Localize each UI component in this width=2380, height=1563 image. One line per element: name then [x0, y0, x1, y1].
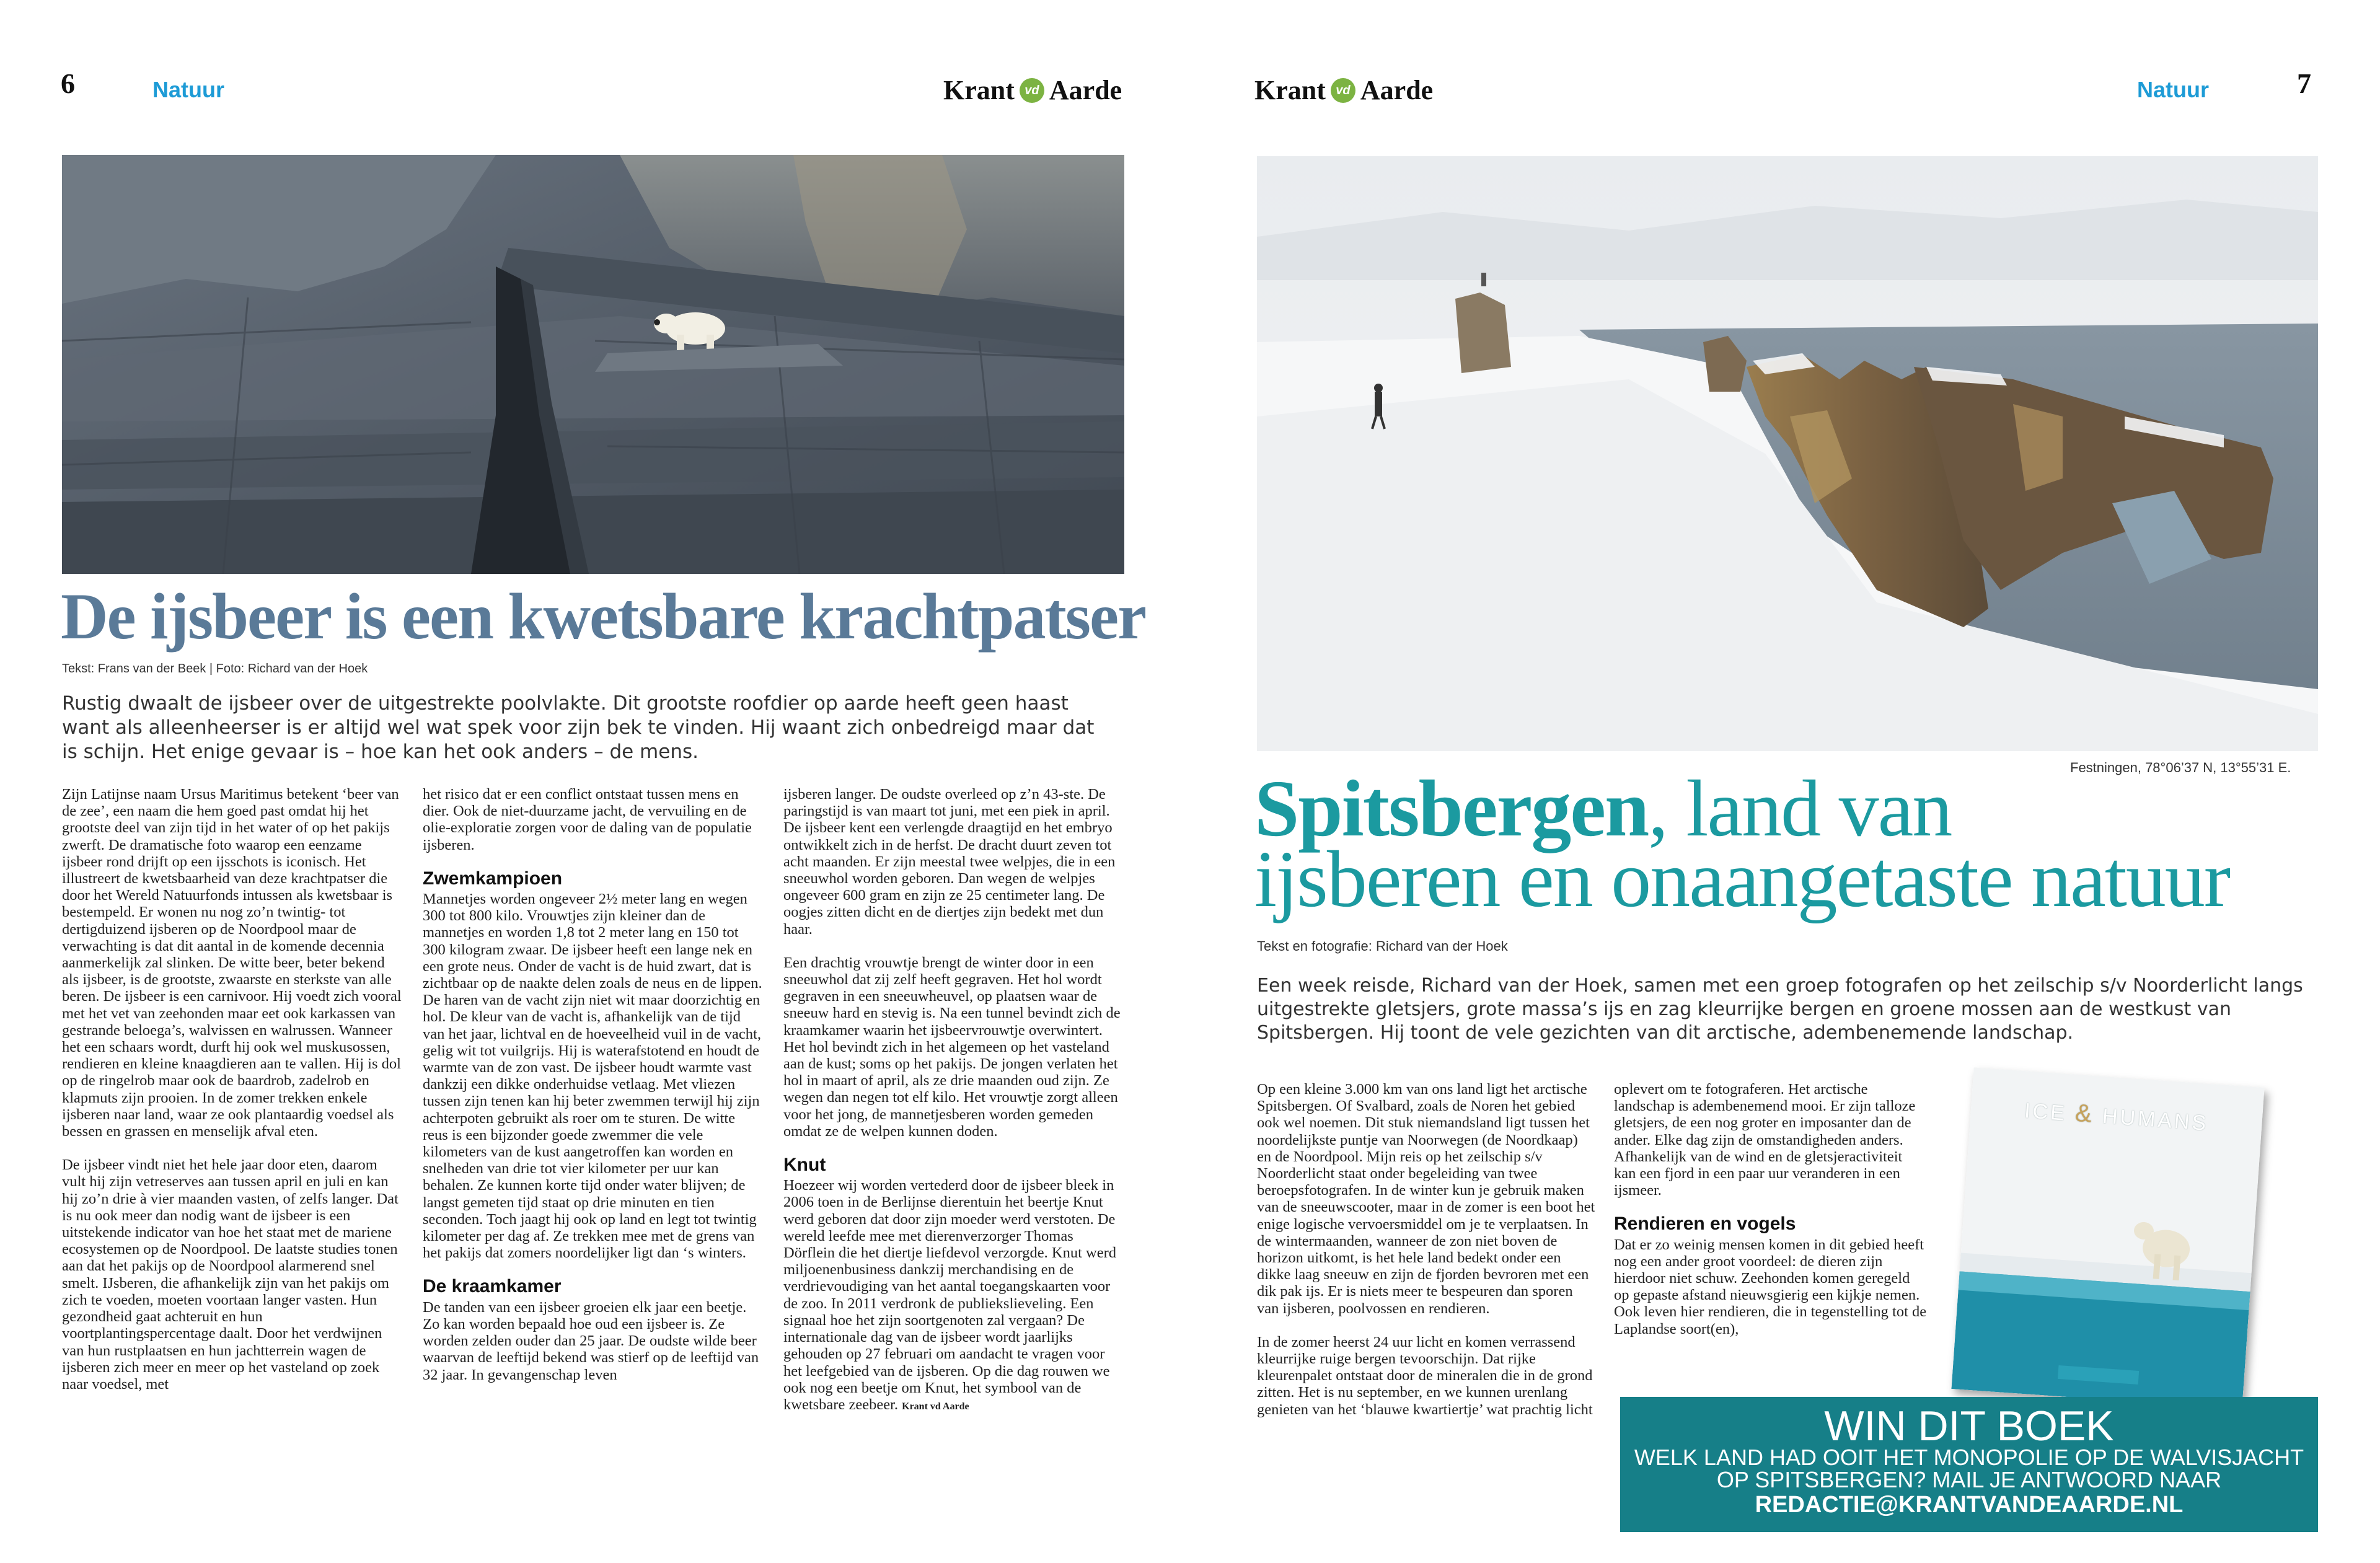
book-cover-ice-humans [1951, 1067, 2264, 1409]
masthead-right [1254, 74, 1433, 106]
paragraph: Dat er zo weinig mensen komen in dit gebied heeft nog een ander groot voordeel: de dieren zijn hierdoor niet schuw. Zeehonden komen geregeld op gepaste afstand nieuwsgierig een kijkje nemen. Ook leven hier rendieren, die in tegenstelling tot de Laplandse soort(en), [1614, 1236, 1927, 1337]
masthead-word-aarde: Aarde [1360, 75, 1434, 105]
article-column-3 [783, 786, 1123, 1554]
contest-email-link[interactable]: REDACTIE@KRANTVANDEAARDE.NL [1755, 1492, 2184, 1518]
spitsbergen-column-2 [1614, 1081, 1928, 1372]
paragraph: oplevert om te fotograferen. Het arctische landschap is adembenemend mooi. Er zijn talloze gletsjers, de een nog groter en imposanter dan de ander. Elke dag zijn de omstandigheden anders. Afhankelijk van de wind en de gletsjeractiviteit kan een fjord in een paar uur veranderen in een ijsmeer. [1614, 1081, 1916, 1199]
section-label-right: Natuur [2137, 77, 2209, 102]
paragraph [783, 1177, 1123, 1415]
paragraph: In de zomer heerst 24 uur licht en komen verrassend kleurrijke ruige bergen tevoorschijn. Dat rijke kleurenpalet ontstaat door de mineralen die in de grond zitten. Het is nu september, en we kunnen urenlang genieten van het ‘blauwe kwartiertje’ wat prachtig licht [1257, 1333, 1593, 1418]
book-title-amp: & [2074, 1099, 2096, 1128]
article-credit-ijsbeer: Tekst: Frans van der Beek | Foto: Richard van der Hoek [62, 662, 368, 676]
article-intro-ijsbeer: Rustig dwaalt de ijsbeer over de uitgestrekte poolvlakte. Dit grootste roofdier op aarde heeft geen haast want als alleenheerser is er altijd wel wat spek voor zijn bek te vinden. Hij waant zich onbedreigd maar dat is schijn. Het enige gevaar is – hoe kan het ook anders – de mens. [62, 692, 1095, 763]
spitsbergen-column-1 [1257, 1081, 1595, 1558]
paragraph: De tanden van een ijsbeer groeien elk jaar een beetje. Zo kan worden bepaald hoe oud een ijsbeer is. Ze worden zelden ouder dan 25 jaar. De oudste wilde beer waarvan de leeftijd bekend was stierf op de leeftijd van 32 jaar. In gevangenschap leven [423, 1298, 759, 1383]
masthead-word-krant: Krant [943, 75, 1015, 105]
article-column-1 [62, 786, 402, 1554]
subheading-zwemkampioen: Zwemkampioen [423, 868, 563, 889]
cliff-photo-illustration [62, 155, 1124, 574]
book-title-part-a: ICE [2023, 1099, 2068, 1125]
landscape-photo-illustration [1257, 156, 2318, 751]
article-intro-spitsbergen: Een week reisde, Richard van der Hoek, samen met een groep fotografen op het zeilschip s/v Noorderlicht langs uitgestrekte gletsjers, grote massa’s ijs en zag kleurrijke bergen en groene mossen aan de westkust van Spitsbergen. Hij toont de vele gezichten van dit arctische, adembenemende landschap. [1257, 975, 2303, 1044]
section-label-left: Natuur [152, 77, 224, 102]
end-mark-logo: Krant vd Aarde [902, 1401, 969, 1412]
article-title-ijsbeer: De ijsbeer is een kwetsbare krachtpatser [61, 580, 1146, 653]
title-bold-word: Spitsbergen [1254, 764, 1649, 853]
contest-question-line-2: OP SPITSBERGEN? MAIL JE ANTWOORD NAAR [1716, 1467, 2222, 1492]
spitsbergen-landscape-photo [1257, 156, 2318, 751]
paragraph: ijsberen langer. De oudste overleed op z’n 43-ste. De paringstijd is van maart tot juni, met een piek in april. De ijsbeer kent een verlengde draagtijd en het embryo ontwikkelt zich in de herfst. De dracht duurt zeven tot acht maanden. Er zijn meestal twee welpjes, die in een sneeuwhol worden geboren. Dan wegen de welpjes ongeveer 600 gram en zijn ze 25 centimeter lang. De oogjes zitten dicht en de diertjes zijn bedekt met dun haar. [783, 786, 1116, 938]
page-number-right: 7 [2297, 68, 2311, 99]
article-column-2 [423, 786, 762, 1554]
paragraph: Mannetjes worden ongeveer 2½ meter lang en wegen 300 tot 800 kilo. Vrouwtjes zijn kleiner dan de mannetjes en worden 1,8 tot 2 meter lang en 150 tot 300 kilogram zwaar. De ijsbeer heeft een lange nek en een grote neus. Onder de vacht is de huid zwart, dat is zichtbaar op de naakte delen zoals de neus en de lippen. De haren van de vacht zijn niet wit maar doorzichtig en hol. De kleur van de vacht is, afhankelijk van de tijd van het jaar, lichtval en de hoeveelheid vuil in de vacht, gelig wit tot vuilgrijs. Hij is waterafstotend en houdt de warmte van de zon vast. De ijsbeer houdt warmte vast dankzij een dikke onderhuidse vetlaag. Met vliezen tussen zijn tenen kan hij beter zwemmen terwijl hij zijn achterpoten gebruikt als roer om te sturen. De witte reus is een bijzonder goede zwemmer die vele kilometers van de kust aangetroffen kan worden en snelheden van drie tot vier kilometer per uur kan behalen. Ze kunnen korte tijd onder water blijven; de langst gemeten tijd staat op drie minuten en tien seconden. Toch jaagt hij ook op land en legt tot twintig kilometer per dag af. Ze trekken mee met de grens van het pakijs dat zomers noordelijker ligt dan ‘s winters. [423, 891, 762, 1262]
paragraph: De ijsbeer vindt niet het hele jaar door eten, daarom vult hij zijn vetreserves aan tussen april en juli en kan hij zo’n drie à vier maanden vasten, of zelfs langer. Dat is nu ook meer dan nodig want de ijsbeer is een uitstekende indicator van hoe het staat met de mariene ecosystemen op de Noordpool. De laatste studies tonen aan dat het pakijs op de Noordpool alarmerend snel smelt. IJsberen, die afhankelijk zijn van het pakijs om zich te voeden, moeten voortaan langer vasten. Hun gezondheid gaat achteruit en hun voortplantingspercentage daalt. Door het verdwijnen van hun rustplaatsen en hun jachtterrein wagen de ijsberen zich meer en meer op het vasteland op zoek naar voedsel, met [62, 1156, 399, 1393]
polar-bear-cliff-photo [62, 155, 1124, 574]
article-credit-spitsbergen: Tekst en fotografie: Richard van der Hoek [1257, 938, 1508, 954]
masthead-word-krant: Krant [1254, 75, 1326, 105]
contest-headline: WIN DIT BOEK [1824, 1402, 2114, 1450]
paragraph: Een drachtig vrouwtje brengt de winter door in een sneeuwhol dat zij zelf heeft gegraven. Het hol wordt gegraven in een sneeuwheuvel, op plaatsen waar de sneeuw hard en stevig is. Na een tunnel bevindt zich de kraamkamer waarin het ijsbeervrouwtje overwintert. Het hol bevindt zich in het algemeen op het vasteland aan de kust; soms op het pakijs. De jongen verlaten het hol in maart of april, als ze drie maanden oud zijn. Ze wegen dan negen tot elf kilo. Het vrouwtje zorgt alleen voor het jong, de mannetjesberen worden gemeden omdat ze de welpen kunnen doden. [783, 954, 1121, 1140]
paragraph-text: Hoezeer wij worden vertederd door de ijsbeer bleek in 2006 toen in de Berlijnse dierentuin het beertje Knut werd geboren dat door zijn moeder werd verstoten. De wereld leefde mee met dierenverzorger Thomas Dörflein die het diertje liefdevol verzorgde. Knut werd miljoenenbusiness dankzij merchandising en de verdrievoudiging van het aantal toegangskaarten voor de zoo. In 2011 verdronk de publiekslieveling. Een signaal hoe het zijn soortgenoten zal vergaan? De internationale dag van de ijsbeer wordt jaarlijks gehouden op 27 februari om aandacht te vragen voor het leefgebied van de ijsberen. Op die dag rouwen we ook nog een beetje om Knut, het symbool van de kwetsbare zeebeer. [783, 1177, 1116, 1413]
photo-caption-coordinates: Festningen, 78°06’37 N, 13°55’31 E. [2070, 760, 2291, 775]
paragraph: het risico dat er een conflict ontstaat tussen mens en dier. Ook de niet-duurzame jacht, de vervuiling en de olie-exploratie zorgen voor de daling van de populatie ijsberen. [423, 786, 752, 853]
masthead-logo-icon: vd [1331, 78, 1355, 103]
page-number-left: 6 [61, 68, 75, 99]
paragraph: Op een kleine 3.000 km van ons land ligt het arctische Spitsbergen. Of Svalbard, zoals de Noren het gebied ook wel noemen. Dit stuk niemandsland ligt tussen het noordelijkste puntje van Noorwegen (de Noordkaap) en de Noordpool. Mijn reis op het zeilschip s/v Noorderlicht staat onder begeleiding van twee beroepsfotografen. In de winter kun je gebruik maken van de sneeuwscooter, maar in de zomer is een boot het enige logische vervoersmiddel om je te verplaatsen. In de wintermaanden, wanneer de zon niet boven de horizon uitkomt, is het hele land bedekt onder een dikke laag sneeuw en zijn de fjorden bevroren met een dik pak ijs. Er is niets meer te bespeuren dan sporen van ijsberen, poolvossen en rendieren. [1257, 1081, 1595, 1317]
book-title-part-b: HUMANS [2101, 1104, 2210, 1135]
subheading-knut: Knut [783, 1155, 826, 1176]
contest-box [1620, 1397, 2318, 1532]
masthead-word-aarde: Aarde [1049, 75, 1122, 105]
subheading-kraamkamer: De kraamkamer [423, 1276, 562, 1297]
contest-question-line-1: WELK LAND HAD OOIT HET MONOPOLIE OP DE WALVISJACHT [1634, 1445, 2304, 1470]
beacon-icon [1481, 273, 1486, 286]
paragraph: Zijn Latijnse naam Ursus Maritimus betekent ‘beer van de zee’, een naam die hem goed past omdat hij het grootste deel van zijn tijd in het water of op het pakijs zwerft. De dramatische foto waarop een eenzame ijsbeer rond drijft op een ijsschots is iconisch. Het illustreert de kwetsbaarheid van deze krachtpatser die door het Wereld Natuurfonds intussen als kwetsbaar is bestempeld. Er wonen nu nog zo’n twintig- tot dertigduizend ijsberen op de Noordpool maar de verwachting is dat dit aantal in de komende decennia aanmerkelijk zal slinken. De witte beer, beter bekend als ijsbeer, is de grootste, zwaarste en sterkste van alle beren. De ijsbeer is een carnivoor. Hij voedt zich vooral met het vet van zeehonden maar eet ook karkassen van gestrande beloega’s, walvissen en walrussen. Wanneer het een schaars wordt, durft hij ook wel muskusossen, rendieren en kleine knaagdieren aan te vallen. Hij is dol op de ringelrob maar ook de baardrob, zadelrob en klapmuts zijn prooien. In de zomer trekken enkele ijsberen naar land, waar ze ook plantaardig voedsel als bessen en grassen en menselijk afval eten. [62, 786, 402, 1140]
masthead-left [943, 74, 1122, 106]
title-line-1-rest: , land van [1648, 764, 1952, 853]
subheading-rendieren: Rendieren en vogels [1614, 1213, 1796, 1235]
title-line-2: ijsberen en onaangetaste natuur [1254, 835, 2230, 924]
masthead-logo-icon: vd [1020, 78, 1044, 103]
